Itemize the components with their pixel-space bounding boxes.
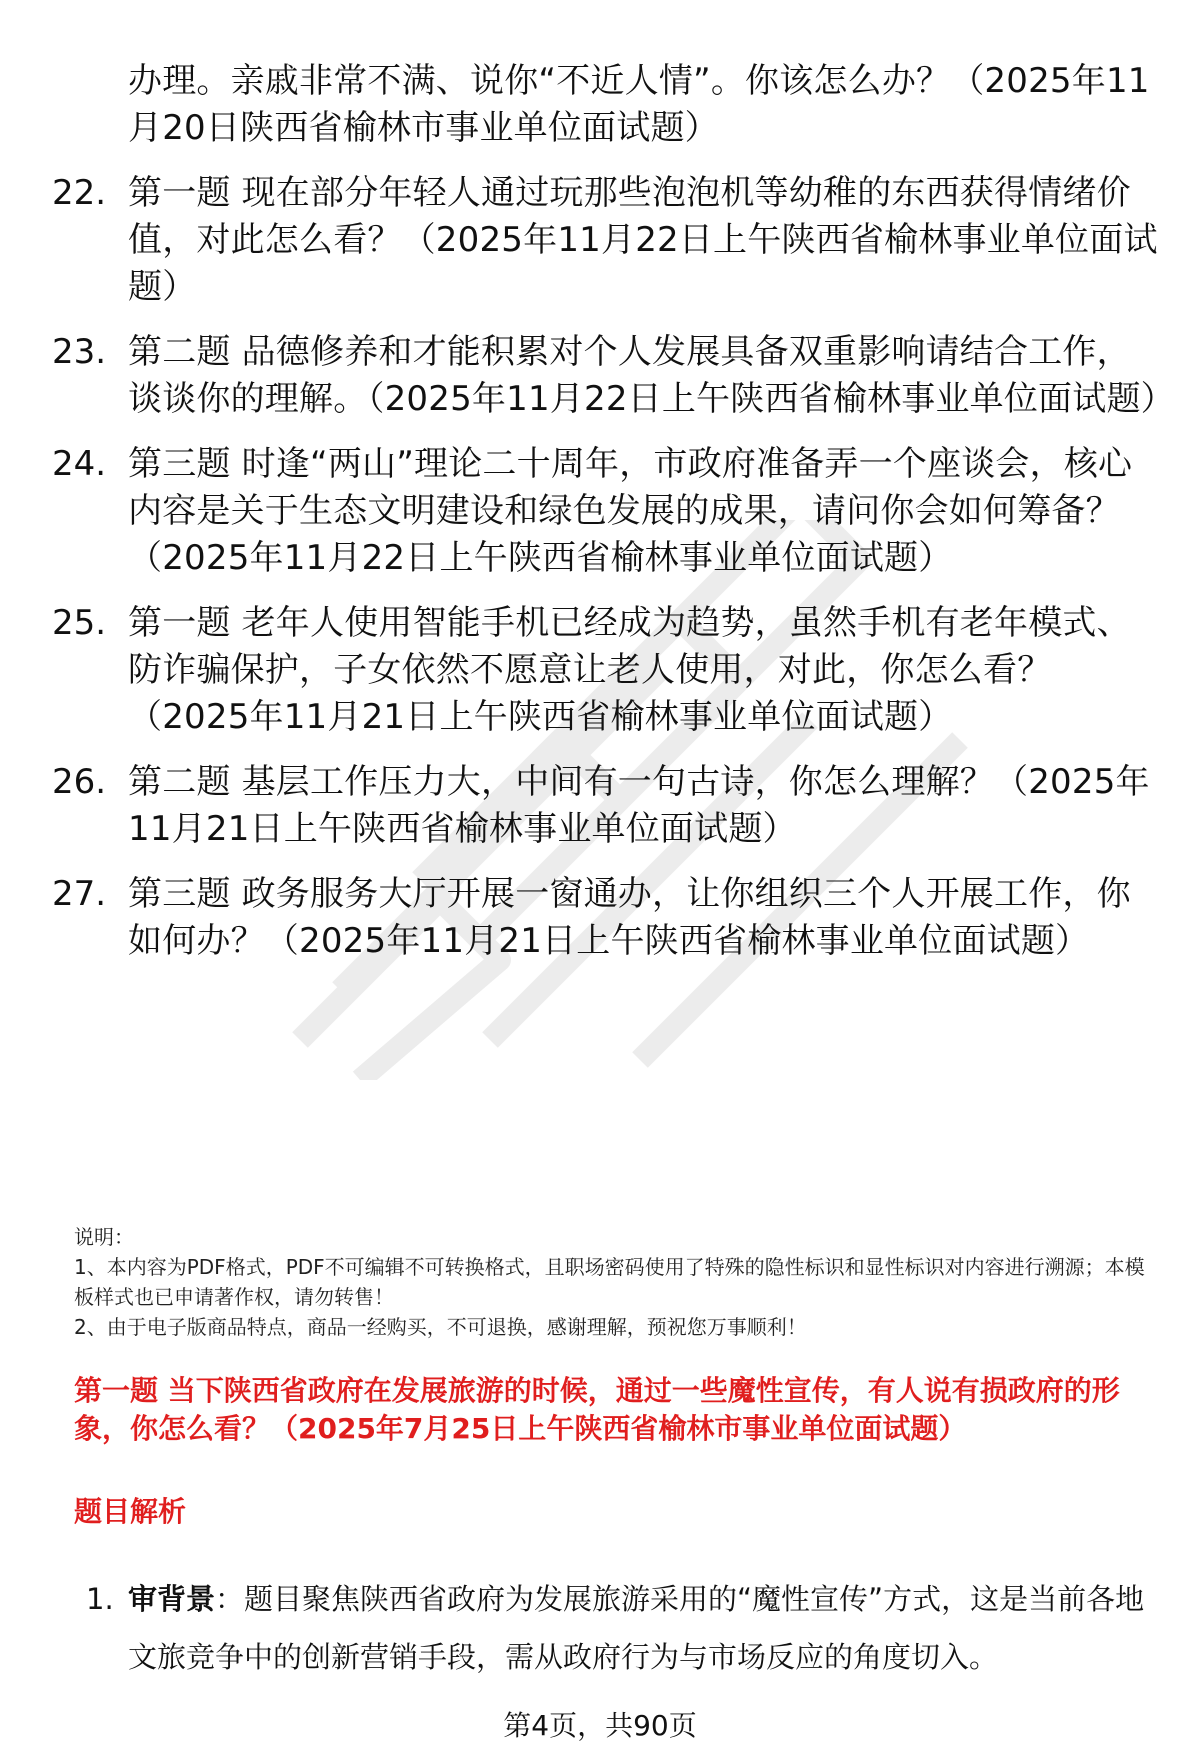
page-footer: 第4页，共90页 (503, 1709, 697, 1742)
question-item (0, 600, 1200, 741)
question-list (0, 58, 1200, 983)
question-text: 办理。亲戚非常不满、说你“不近人情”。你该怎么办？（2025年11月20日陕西省榆林市事业单位面试题） (128, 61, 1150, 148)
question-item (0, 170, 1200, 311)
question-item (0, 759, 1200, 853)
question-item (0, 329, 1200, 423)
note-title: 说明： (74, 1225, 134, 1249)
question-number: 26. (52, 762, 107, 802)
question-number: 27. (52, 874, 107, 914)
analysis-heading: 题目解析 (74, 1495, 187, 1528)
note-line-1: 1、本内容为PDF格式，PDF不可编辑不可转换格式，且职场密码使用了特殊的隐性标识和显性标识对内容进行溯源；本模板样式也已申请著作权，请勿转售！ (74, 1255, 1145, 1309)
note-line-2: 2、由于电子版商品特点，商品一经购买，不可退换，感谢理解，预祝您万事顺利！ (74, 1315, 807, 1339)
question-text: 第二题 基层工作压力大，中间有一句古诗，你怎么理解？（2025年11月21日上午陕西省榆林事业单位面试题） (128, 762, 1150, 849)
analysis-item-label: 审背景 (128, 1582, 216, 1616)
question-text: 第二题 品德修养和才能积累对个人发展具备双重影响请结合工作，谈谈你的理解。（2025年11月22日上午陕西省榆林事业单位面试题） (128, 332, 1175, 419)
highlight-question: 第一题 当下陕西省政府在发展旅游的时候，通过一些魔性宣传，有人说有损政府的形象，你怎么看？（2025年7月25日上午陕西省榆林市事业单位面试题） (74, 1374, 1120, 1445)
question-text: 第一题 老年人使用智能手机已经成为趋势，虽然手机有老年模式、防诈骗保护，子女依然不愿意让老人使用，对此，你怎么看？（2025年11月21日上午陕西省榆林事业单位面试题） (128, 603, 1131, 737)
question-item (0, 441, 1200, 582)
question-number: 25. (52, 603, 107, 643)
question-item (0, 871, 1200, 965)
analysis-item (0, 1570, 1200, 1686)
question-number: 22. (52, 173, 107, 213)
question-text: 第一题 现在部分年轻人通过玩那些泡泡机等幼稚的东西获得情绪价值，对此怎么看？（2025年11月22日上午陕西省榆林事业单位面试题） (128, 173, 1158, 307)
question-number: 24. (52, 444, 107, 484)
question-item (0, 58, 1200, 152)
question-text: 第三题 政务服务大厅开展一窗通办，让你组织三个人开展工作，你如何办？（2025年11月21日上午陕西省榆林事业单位面试题） (128, 874, 1131, 961)
disclaimer-note (74, 1222, 1164, 1342)
analysis-item-number: 1. (86, 1582, 114, 1616)
question-number: 23. (52, 332, 107, 372)
question-text: 第三题 时逢“两山”理论二十周年，市政府准备弄一个座谈会，核心内容是关于生态文明建设和绿色发展的成果，请问你会如何筹备？（2025年11月22日上午陕西省榆林事业单位面试题） (128, 444, 1133, 578)
analysis-item-body: ：题目聚焦陕西省政府为发展旅游采用的“魔性宣传”方式，这是当前各地文旅竞争中的创新营销手段，需从政府行为与市场反应的角度切入。 (128, 1582, 1145, 1674)
analysis-item-text (128, 1570, 1148, 1686)
